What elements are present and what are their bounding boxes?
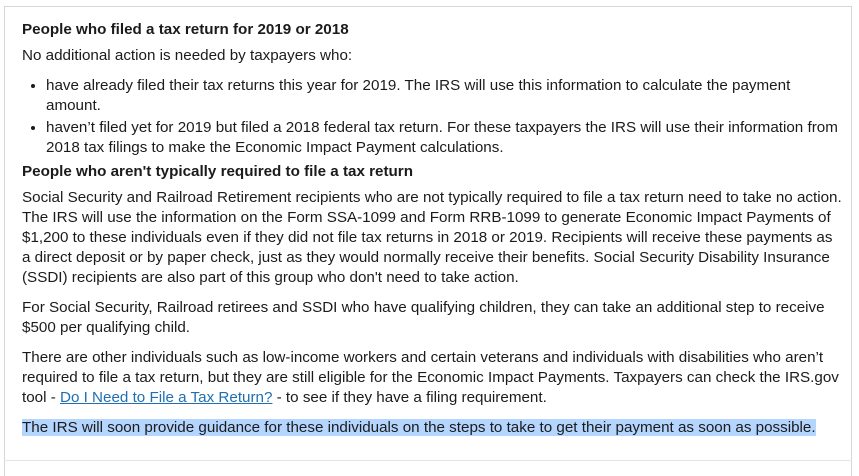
file-tax-return-link[interactable]: Do I Need to File a Tax Return?	[59, 389, 273, 406]
selected-text: The IRS will soon provide guidance for these individuals on the steps to take to get their payment as soon as possible.	[22, 419, 816, 436]
bullet-list	[22, 76, 842, 158]
paragraph-ssa: Social Security and Railroad Retirement recipients who are not typically required to file a tax return need to take no action. The IRS will use the information on the Form SSA-1099 and Form RRB-1099 to generate Economic Impact Payments of $1,200 to these individuals even if they did not file tax returns in 2018 or 2019. Recipients will receive these payments as a direct deposit or by paper check, just as they would normally receive their benefits. Social Security Disability Insurance (SSDI) recipients are also part of this group who don't need to take action.	[22, 189, 842, 286]
paragraph-text: - to see if they have a filing requirement.	[272, 389, 547, 406]
list-item: • haven’t filed yet for 2019 but filed a 2018 federal tax return. For these taxpayers the IRS will use their information from 2018 tax filings to make the Economic Impact Payment calculations.	[46, 118, 842, 158]
paragraph-children: For Social Security, Railroad retirees and SSDI who have qualifying children, they can take an additional step to receive $500 per qualifying child.	[22, 299, 825, 336]
section-heading-not-required: People who aren't typically required to file a tax return	[22, 163, 413, 180]
paragraph-guidance	[22, 418, 842, 438]
section-intro: No additional action is needed by taxpayers who:	[22, 47, 353, 64]
paragraph-text: There are other individuals such as low-income workers and certain veterans and individuals with disabilities who aren’t required to file a tax return, but they are still eligible for the Economic Impact Payments. Taxpayers can check the IRS.gov tool -	[22, 349, 839, 406]
article-content	[22, 20, 842, 448]
list-item: • have already filed their tax returns this year for 2019. The IRS will use this information to calculate the payment amount.	[46, 76, 842, 116]
divider	[4, 460, 852, 461]
section-heading-filed: People who filed a tax return for 2019 or 2018	[22, 21, 349, 38]
paragraph-other-individuals	[22, 348, 842, 408]
